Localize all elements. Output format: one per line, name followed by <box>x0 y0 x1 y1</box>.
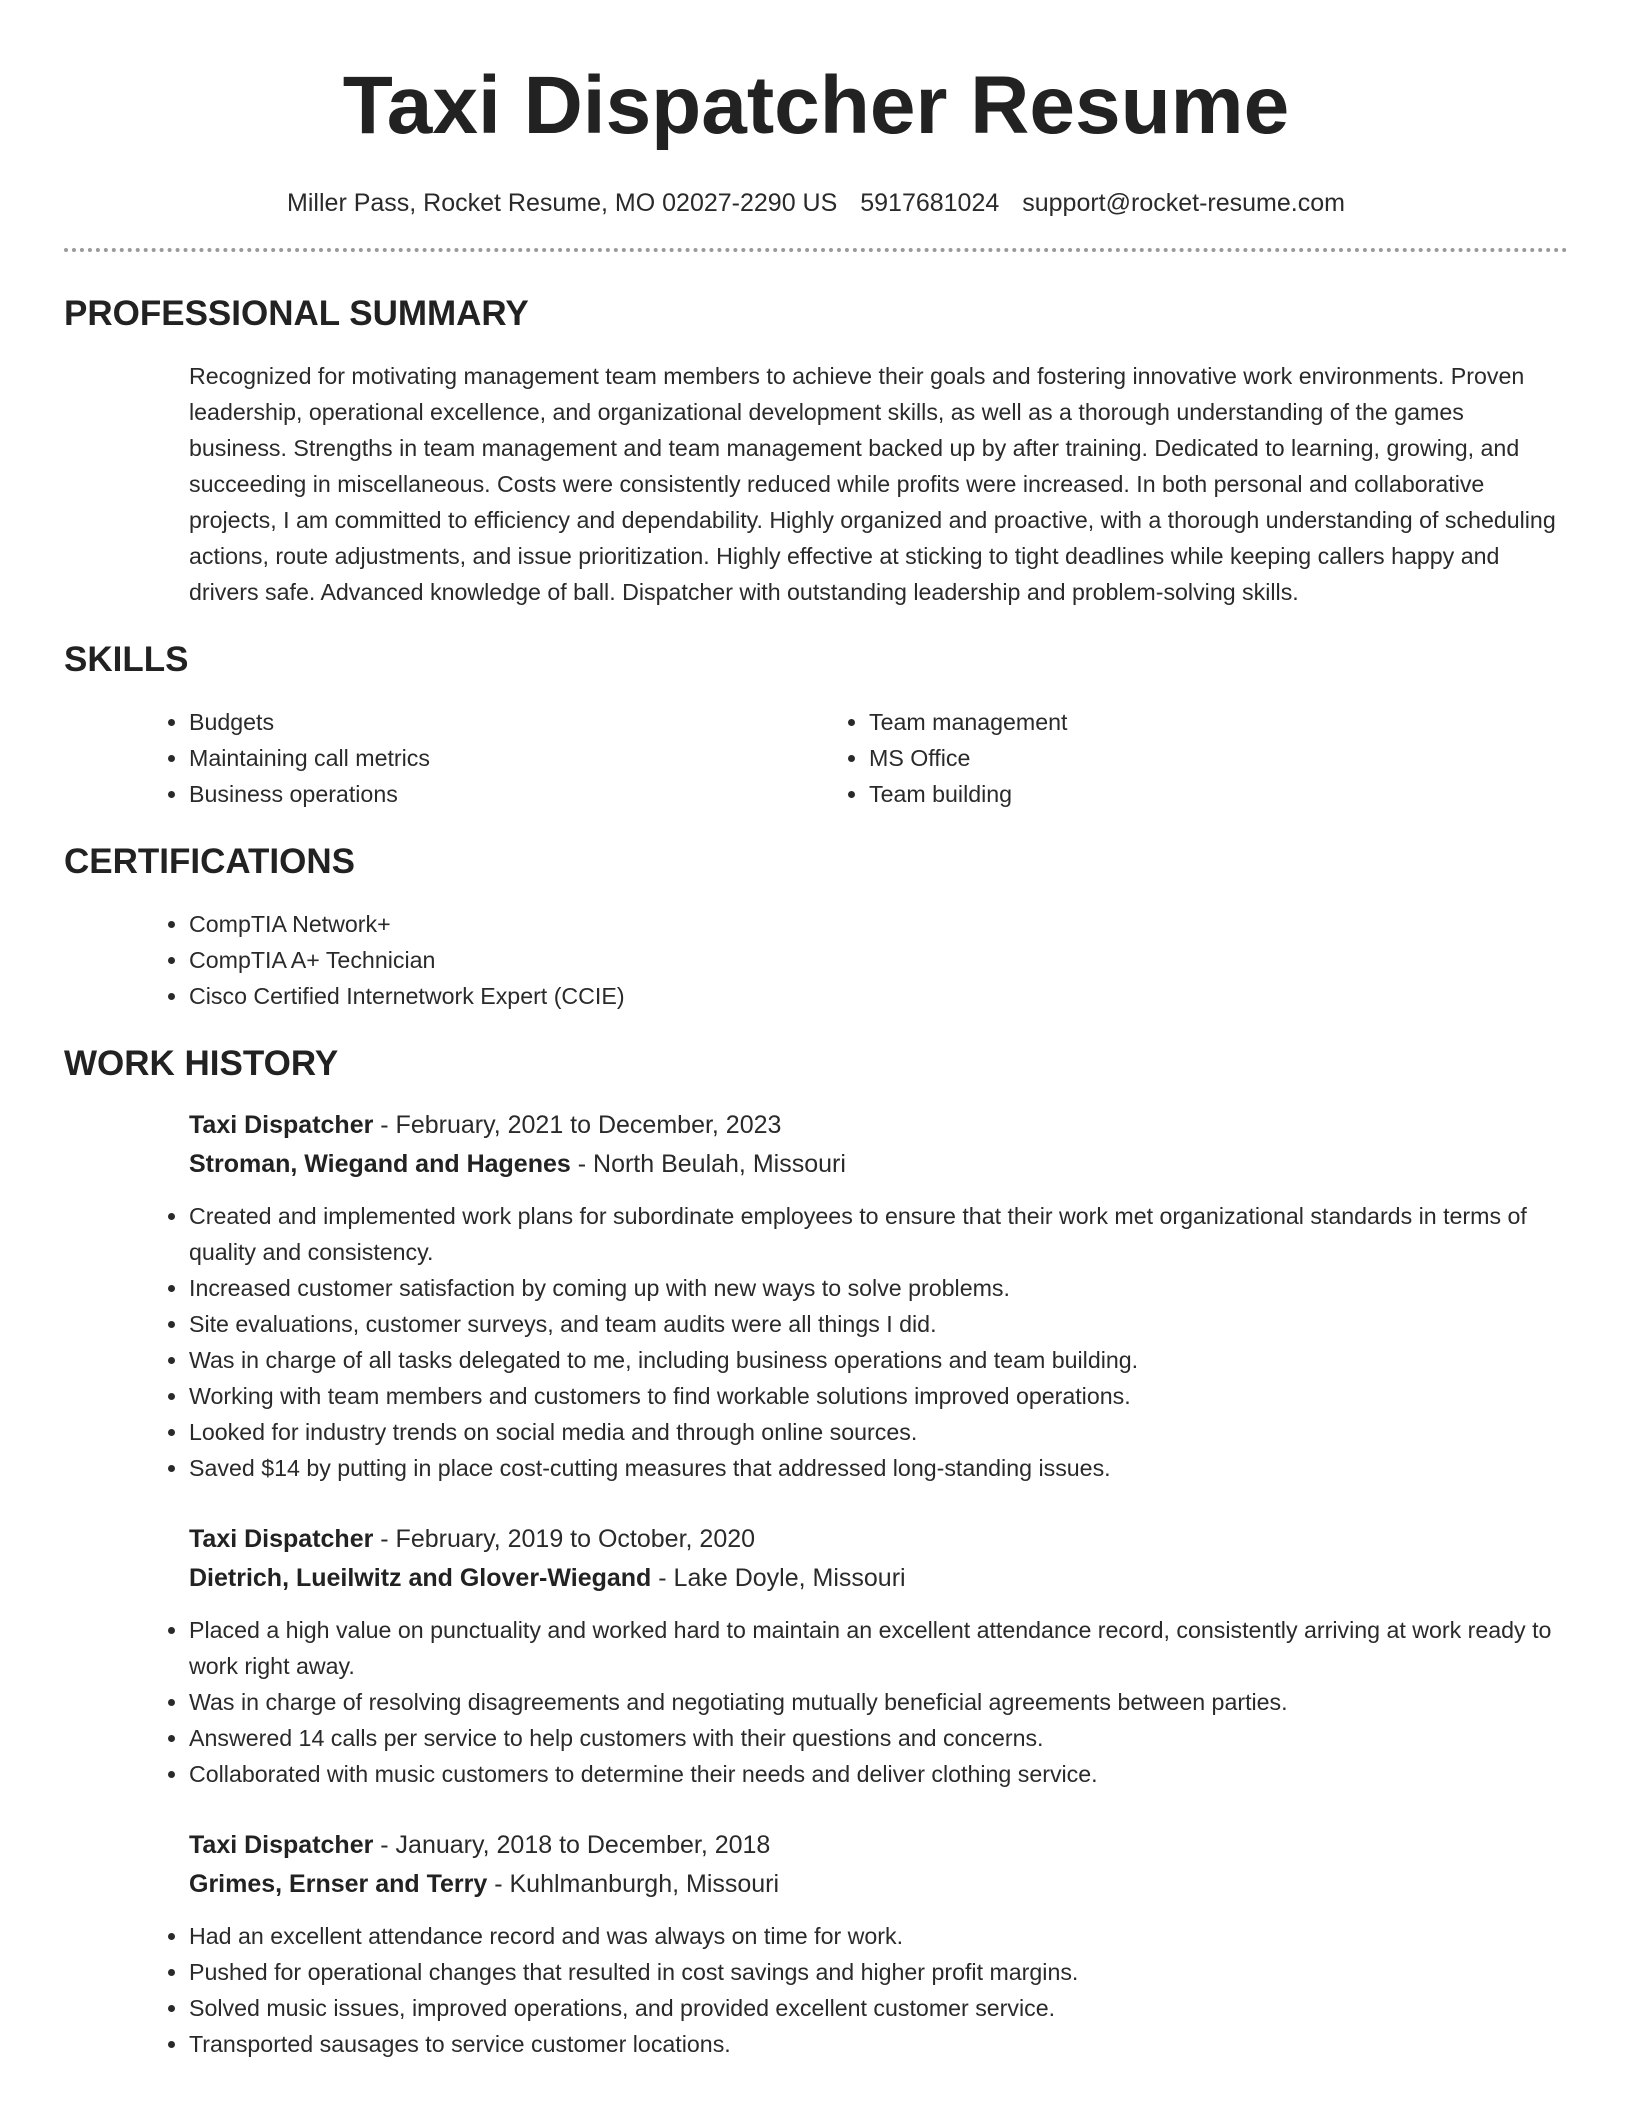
job-role: Taxi Dispatcher <box>189 1111 374 1139</box>
summary-body <box>189 358 1568 610</box>
skills-column-left <box>145 704 825 812</box>
skills-list <box>145 704 1568 812</box>
job-company-line <box>189 1559 1568 1598</box>
contact-email: support@rocket-resume.com <box>1022 189 1345 217</box>
skills-heading: SKILLS <box>64 640 189 679</box>
job-bullet: • Was in charge of all tasks delegated to me, including business operations and team building. <box>189 1342 1568 1378</box>
job-bullet: • Pushed for operational changes that resulted in cost savings and higher profit margins. <box>189 1954 1568 1990</box>
summary-text: Recognized for motivating management team members to achieve their goals and fostering innovative work environments. Proven leadership, operational excellence, and organizational development skills, as well as a thorough understanding of the games business. Strengths in team management and team management backed up by after training. Dedicated to learning, growing, and succeeding in miscellaneous. Costs were consistently reduced while profits were increased. In both personal and collaborative projects, I am committed to efficiency and dependability. Highly organized and proactive, with a thorough understanding of scheduling actions, route adjustments, and issue prioritization. Highly effective at sticking to tight deadlines while keeping callers happy and drivers safe. Advanced knowledge of ball. Dispatcher with outstanding leadership and problem-solving skills. <box>189 363 1556 605</box>
job-entry <box>189 1826 1568 2062</box>
certifications-list <box>145 906 1568 1014</box>
contact-line <box>64 186 1568 220</box>
job-location: - Lake Doyle, Missouri <box>651 1564 906 1592</box>
job-bullet: • Was in charge of resolving disagreements and negotiating mutually beneficial agreements between parties. <box>189 1684 1568 1720</box>
skill-item: • Team building <box>869 776 1505 812</box>
work-history-section <box>64 1042 1568 2062</box>
job-bullet: • Solved music issues, improved operations, and provided excellent customer service. <box>189 1990 1568 2026</box>
job-company-line <box>189 1865 1568 1904</box>
job-company-line <box>189 1145 1568 1184</box>
skill-item: • Team management <box>869 704 1505 740</box>
job-title-line <box>189 1520 1568 1559</box>
work-history-body <box>189 1106 1568 2062</box>
job-title-line <box>189 1826 1568 1865</box>
work-history-heading: WORK HISTORY <box>64 1044 339 1083</box>
job-bullet: • Saved $14 by putting in place cost-cutting measures that addressed long-standing issues. <box>189 1450 1568 1486</box>
certifications-section <box>64 840 1568 1014</box>
job-bullet: • Looked for industry trends on social media and through online sources. <box>189 1414 1568 1450</box>
resume-title: Taxi Dispatcher Resume <box>342 60 1290 151</box>
certification-item: • Cisco Certified Internetwork Expert (CCIE) <box>189 978 1568 1014</box>
job-bullet: • Created and implemented work plans for subordinate employees to ensure that their work met organizational standards in terms of quality and consistency. <box>189 1198 1568 1270</box>
skills-column-right <box>825 704 1505 812</box>
job-bullets <box>145 1198 1568 1486</box>
contact-phone: 5917681024 <box>860 189 1000 217</box>
certifications-heading: CERTIFICATIONS <box>64 842 356 881</box>
job-bullet: • Increased customer satisfaction by coming up with new ways to solve problems. <box>189 1270 1568 1306</box>
header-divider <box>64 248 1568 252</box>
job-company: Dietrich, Lueilwitz and Glover-Wiegand <box>189 1564 652 1592</box>
certification-item: • CompTIA A+ Technician <box>189 942 1568 978</box>
job-bullet: • Answered 14 calls per service to help customers with their questions and concerns. <box>189 1720 1568 1756</box>
summary-section <box>64 292 1568 610</box>
job-role: Taxi Dispatcher <box>189 1831 374 1859</box>
certification-item: • CompTIA Network+ <box>189 906 1568 942</box>
skill-item: • Business operations <box>189 776 825 812</box>
skill-item: • MS Office <box>869 740 1505 776</box>
job-dates: - February, 2021 to December, 2023 <box>373 1111 782 1139</box>
job-title-line <box>189 1106 1568 1145</box>
job-bullet: • Working with team members and customers to find workable solutions improved operations. <box>189 1378 1568 1414</box>
job-dates: - February, 2019 to October, 2020 <box>373 1525 756 1553</box>
summary-heading: PROFESSIONAL SUMMARY <box>64 294 529 333</box>
job-entry <box>189 1106 1568 1486</box>
job-role: Taxi Dispatcher <box>189 1525 374 1553</box>
job-bullets <box>145 1918 1568 2062</box>
job-location: - North Beulah, Missouri <box>570 1150 846 1178</box>
skill-item: • Budgets <box>189 704 825 740</box>
job-bullet: • Placed a high value on punctuality and worked hard to maintain an excellent attendance record, consistently arriving at work ready to work right away. <box>189 1612 1568 1684</box>
job-entry <box>189 1520 1568 1792</box>
job-location: - Kuhlmanburgh, Missouri <box>487 1870 780 1898</box>
job-bullet: • Collaborated with music customers to determine their needs and deliver clothing service. <box>189 1756 1568 1792</box>
resume-header <box>64 0 1568 220</box>
skills-section <box>64 638 1568 812</box>
job-bullet: • Site evaluations, customer surveys, and team audits were all things I did. <box>189 1306 1568 1342</box>
job-bullets <box>145 1612 1568 1792</box>
job-bullet: • Transported sausages to service customer locations. <box>189 2026 1568 2062</box>
job-company: Grimes, Ernser and Terry <box>189 1870 488 1898</box>
job-dates: - January, 2018 to December, 2018 <box>373 1831 771 1859</box>
skill-item: • Maintaining call metrics <box>189 740 825 776</box>
contact-address: Miller Pass, Rocket Resume, MO 02027-2290 US <box>287 189 838 217</box>
job-company: Stroman, Wiegand and Hagenes <box>189 1150 571 1178</box>
certifications-ul <box>145 906 1568 1014</box>
job-bullet: • Had an excellent attendance record and was always on time for work. <box>189 1918 1568 1954</box>
